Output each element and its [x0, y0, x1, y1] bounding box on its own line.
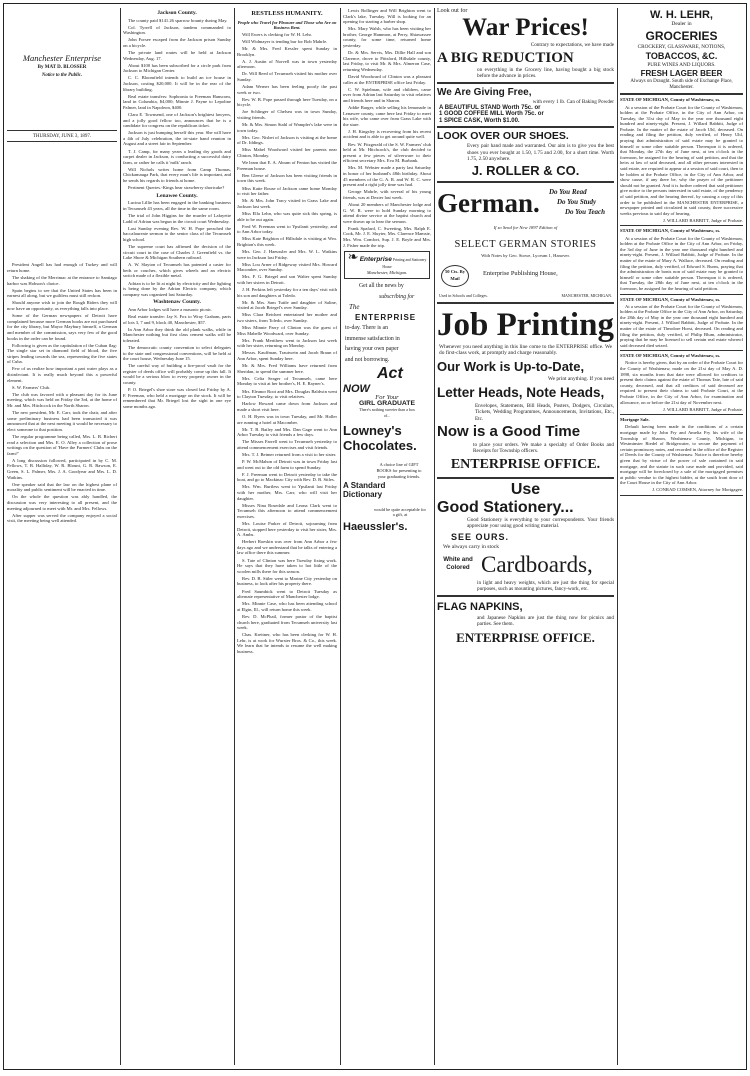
news-item: The shaking of the Merrimac at the entrance to Santiago harbor was Hobson's choice.	[7, 275, 117, 286]
judge-signature: J. WILLARD BABBITT, Judge of Probate.	[663, 217, 743, 223]
notice-fineprint-block	[7, 80, 117, 128]
cardboards-sub: in light and heavy weights, which are just the thing for special purposes, such as mounting pictures, fancy-work, etc.	[477, 579, 614, 593]
legal-notice-heading: Mortgage Sale.	[620, 417, 650, 423]
giving-free-headline: We Are Giving Free,	[437, 86, 532, 98]
personal-item: Ben Gleese of Jackson has been visiting friends in town this week.	[237, 172, 337, 184]
job-printing-sub: Whenever you need anything in this line come to the ENTERPRISE office. We do first-class work, at promptly and charge reasonably.	[439, 343, 612, 357]
personal-item: Fred W. Freeman went to Ypsilanti yesterday, and to Ann Arbor today.	[237, 223, 337, 235]
see-ours-headline: SEE OURS.	[451, 531, 510, 542]
news-item: Adrian is to be lit at night by electricity and the lighting is being done by the Adrian Electric company, which company was organized last Saturday.	[123, 280, 231, 297]
news-item: S. W. Farmers' Club.	[12, 384, 51, 390]
offer-mill: 1 GOOD COFFEE MILL Worth 75c. or	[439, 111, 544, 118]
column-4-personals	[343, 8, 431, 248]
column-6	[620, 8, 743, 1065]
personal-item: Miss Minnie Parry of Clinton was the guest of Miss Mabelle Woodward, over Sunday.	[237, 325, 337, 336]
legal-notices	[620, 97, 743, 496]
personal-item: About 20 members of Manchester lodge and G. W. R. were to hold Sunday morning to attend divine service at the baptist church and were drawn up to hear the sermon.	[343, 202, 431, 224]
personal-item: F. J. Freeman went to Detroit yesterday to take the boat, and go to Mackinac City with Rev. D. B. Stiles.	[237, 471, 337, 483]
personal-item: Joe Schlinger of Chelsea was in town Sunday, visiting friends.	[237, 109, 337, 120]
legal-notice-body: At a session of the Probate Court for the County of Washtenaw, holden at the Probate Office in the City of Ann Arbor, on Saturday, the 28th day of May in the year one thousand eight hundred and ninety-eight. Present, J. Willard Babbitt, Judge of Probate. In the matter of the estate of Theodore Horst, deceased. On reading and filing the petition, duly verified, of Philip Blum, administrator, praying that he may be licensed to sell certain real estate whereof said deceased died seized.	[620, 303, 743, 348]
job-printing-headline: Job Printing	[437, 306, 614, 343]
personal-item: J. H. Kingsley is recovering from his recent accident and is able to get around quite well.	[343, 128, 431, 140]
personal-item: Mr. & Mrs. Sam Tuttle and daughter of Saline, visited at Jacob Briegel's over Sunday.	[237, 299, 337, 311]
personal-item: Mrs. Eleanor Root and Mrs. Douglas Baldwin went to Clayton Tuesday, to visit relatives.	[237, 388, 337, 400]
personal-item: Rev. D. B. Stiler went to Marine City yesterday on business, to look after his property there.	[237, 575, 337, 587]
personal-item: Mr. & Mrs. Simon Stahl of Wampler's lake were in town today.	[237, 122, 337, 133]
good-time-sub: to place your orders. We make a specialty of Order Books and Receipts for Township officers.	[473, 441, 614, 455]
personal-item: J. H. Perkins left yesterday for a ten days' visit with his son and daughters at Toledo.	[237, 287, 337, 298]
news-item: Will Nichols writes home from Camp Thomas, Chickamauga Park, that every man's life is important, and he sends his regards to friends at home.	[123, 166, 231, 184]
use-headline: Use	[510, 480, 541, 498]
look-out-label: Look out for	[437, 8, 468, 14]
news-item: The new president, Mr. E. Carr, took the chair, and after some preliminary business had been transacted it was announced that at the next meeting it would be necessary to elect someone to that position.	[7, 410, 117, 432]
haeussler-label: Haeussler's.	[343, 520, 408, 533]
legal-notice	[620, 297, 743, 352]
news-item: Should anyone wish to join the Rough Riders they will now have an opportunity, as everything falls into place.	[7, 300, 117, 312]
personal-item: George Mahrle, with several of his young friends, was at Dexter last week.	[343, 189, 431, 200]
shoes-sub: Every pair hand made and warranted. Our aim is to give you the best shoes you ever bought at 1.50, 1.75 and 2.00, for a short time. Worth 1.75, 2.50 anywhere.	[467, 143, 614, 163]
news-item: Spain begins to see that the United States has been in earnest all along, but we guiltless must still reckon.	[7, 287, 117, 299]
read-question: Do You Read	[549, 188, 587, 197]
study-question: Do You Study	[557, 198, 597, 207]
personal-item: A. J. Austin of Norvell was in town yesterday afternoon.	[237, 58, 337, 70]
dictionary-label: Dictionary	[343, 489, 383, 499]
personal-item: Dr. & Mrs. Servis, Mrs. Dillie Hall and son Clarence, drove to Pittsford, Hillsdale county, last Friday, to visit Mr. & Mrs. Almeron Case, returning Wednesday.	[343, 50, 431, 72]
news-item: Clara E. Townsend, one of Jackson's brightest lawyers, and a jolly good fellow too, announces that he is a candidate for congress on the republican ticket.	[123, 112, 231, 129]
personal-item: Mrs. Wm. Burtless went to Ypsilanti last Friday with her mother, Mrs. Carr, who will visit her daughter.	[237, 484, 337, 501]
news-item: The careful way of building a fire-proof vault for the register of deeds office will probably come up this fall. It would be a serious blow to every property owner in the county.	[123, 363, 231, 386]
news-item: In Ann Arbor they think the old plank walks, while in Manchester nothing but first class cement walks will be tolerated.	[123, 326, 231, 343]
personal-item: Rev. D. McPhail, former pastor of the baptist church here, graduated from Tecumseh university last week.	[237, 613, 337, 631]
lager-beer-headline: FRESH LAGER BEER	[640, 69, 723, 79]
news-item: Ann Arbor lodges will have a masonic picnic.	[128, 306, 213, 312]
lehr-name: W. H. LEHR,	[650, 9, 713, 21]
personal-item: Messrs. Kauffman, Trautwein and Jacob Braun of Ann Arbor, spent Sunday here.	[237, 350, 337, 362]
personal-item: Mr. & Mrs. John Tracy visited in Grass Lake and Jackson last week.	[237, 198, 337, 209]
masthead-byline: By MAT D. BLOSSER	[37, 64, 87, 70]
column-3	[237, 8, 337, 1065]
tobaccos-headline: TOBACCOS, &C.	[645, 51, 718, 61]
crockery-line: CROCKERY, GLASSWARE, NOTIONS,	[637, 43, 726, 50]
publishing-house-name: Enterprise Publishing House,	[483, 270, 558, 278]
personal-item: We learn that E. A. Abram of Fenton has visited the Freeman house.	[237, 160, 337, 171]
big-reduction-sub: on everything in the Grocery line, having bought a big stock before the advance in prices.	[477, 66, 614, 80]
news-item: Some of the German newspapers of Detroit have complained because more German books are not purchased for the city library, but Mayor Maybury himself, a German and member of the commission, says very few of the good books in the order can be found.	[7, 313, 117, 341]
groceries-headline: GROCERIES	[645, 28, 718, 43]
dictionary-sub: would be quite acceptable for a gift, at	[374, 506, 426, 518]
news-item: The democratic county convention to select delegates to the state and congressional conventions, will be held at the court house, Wednesday June 15.	[123, 344, 231, 362]
girl-graduate-sub: There's nothing sweeter than a box of...	[359, 407, 415, 418]
price-badge: 50 Cts. By Mail	[441, 265, 469, 287]
personal-item: Chas. Kreitner, who has been clerking for W. H. Lehr, is at work for Wurster Bros. & Co., this week. We learn that he intends to resume the well making business.	[237, 632, 337, 654]
personal-item: Mrs. Minnie Case, who has been attending school at Elgin, Ill., will return home this week.	[237, 601, 337, 612]
news-item: On the whole the question was ably handled, the discussion was very interesting to all present, and the meeting adjourned to meet with Mr. and Mrs. Fellows.	[7, 494, 117, 511]
lenawee-county-heading: Lenawee County.	[156, 192, 198, 199]
news-item: Lucina Lillie has been engaged in the banking business in Tecumseh 43 years, all the time in the same room.	[123, 200, 231, 211]
personals-list	[237, 32, 337, 655]
washtenaw-county-items	[123, 307, 231, 410]
news-item: The club was favored with a pleasant day for its June meeting, which was held on Friday the 3rd, at the home of Mr. and Mrs. Hitchcock in the North Sharon.	[7, 391, 117, 409]
news-item: Jackson is just bumping herself this year. She will have a 4th of July celebration, the tri-state band reunion in August and a street fair in September.	[123, 130, 231, 147]
letter-heads-sub: Envelopes, Statements, Bill Heads, Posters, Dodgers, Circulars, Tickets, Wedding Programmes, Announcements, Invitations, Etc., Etc.	[475, 402, 614, 422]
personal-item: Harlow Howard came down from Jackson and made a short visit here.	[237, 401, 337, 412]
act-now-ad-act: Act	[377, 365, 403, 383]
personal-item: Dr. Will Reed of Tecumseh visited his mother over Sunday.	[237, 71, 337, 82]
for-your-label: For Your	[375, 394, 399, 402]
good-stationery-sub: Good Stationery is everything to your correspondents. Your friends appreciate your using good writing material.	[467, 516, 614, 530]
personal-item: C. W. Spielman, wife and children, came over from Adrian last Saturday to visit relatives and friends here and in Sharon.	[343, 86, 431, 103]
up-to-date-headline: Our Work is Up-to-Date,	[437, 359, 585, 375]
personal-item: Frank Spafard, C. Sweeting, Mrs. Ralph E. Cook, Mr. J. E. Sluyter, Mrs. Clarence Mamsie, Mrs. Wm. Comfort, Sup. J. E. Boyle and Mrs. J. Fisher made the trip.	[343, 225, 431, 248]
personal-item: Mr. & Mrs. Fred Kessler spent Sunday in Brooklyn.	[237, 45, 337, 57]
wines-line: PURE WINES AND LIQUORS.	[647, 62, 716, 68]
legal-notice-heading: STATE OF MICHIGAN, County of Washtenaw, ss.	[620, 97, 721, 103]
girl-graduate-label: GIRL GRADUATE	[358, 399, 415, 407]
enterprise-office-footer: ENTERPRISE OFFICE.	[456, 629, 595, 645]
news-item: A. W. Slayton of Tecumseh has patented a caster for beds or couches, which gives wheels and an electric switch made of a flexible metal.	[123, 262, 231, 279]
news-item: One speaker said that the law on the highest plane of morality and public sentiment will be enacted in time.	[7, 481, 117, 493]
news-item: The regular programme being called, Mrs. L. B. Richert read a selection and Mrs. E. O. Alley a collection of prose writings on the question of 'Have the Farmers' Clubs on the farm?'	[7, 434, 117, 456]
jackson-county-heading: Jackson County.	[157, 10, 197, 16]
offer-stand: A BEAUTIFUL STAND Worth 75c. or	[439, 105, 541, 112]
schools-note: Used in Schools and Colleges.	[439, 293, 488, 299]
legal-notice-heading: STATE OF MICHIGAN, County of Washtenaw, ss.	[620, 228, 721, 234]
attorney-signature: J. CONRAD COMSEN, Attorney for Mortgagee.	[652, 487, 743, 493]
news-item: Real estate transfers: Sophronia to Freeman Hanscom, land in Columbia, $4,000; Minnie J. Payne to Lepoline Palmer, land in Napoleon, $400.	[123, 93, 231, 110]
column-1-articles	[7, 262, 117, 524]
newspaper-page	[3, 3, 747, 1070]
personal-item: Mr. T. B. Bailey and Mrs. Dan Gage went to Ann Arbor Tuesday to visit friends a few days.	[237, 426, 337, 438]
gift-books-note: A choice line of GIFT BOOKS for presenting to your graduating friends.	[376, 462, 422, 479]
personal-item: David Woodward of Clinton was a pleasant caller at the ENTERPRISE office last Friday.	[343, 74, 431, 85]
jackson-county-items	[123, 18, 231, 191]
personal-item: Will Ewers is clerking for W. H. Lehr.	[242, 31, 312, 37]
column-4	[343, 8, 431, 1065]
good-time-headline: Now is a Good Time	[437, 422, 581, 440]
legal-notice-heading: STATE OF MICHIGAN, County of Washtenaw, ss.	[620, 353, 721, 359]
personal-item: Will Widmayer is tending bar for Bob Mahrle.	[242, 38, 328, 44]
washtenaw-county-heading: Washtenaw County.	[153, 299, 201, 306]
personal-item: Mrs. Louise Parker of Detroit, sojourning from Detroit, stopped here yesterday to visit her sister, Mrs. A. Ambs.	[237, 521, 337, 538]
legal-notice	[620, 228, 743, 294]
personal-item: Mr. & Mrs. Fred Williams have returned from Sheridan, to spend the summer here.	[237, 363, 337, 374]
issue-date: THURSDAY, JUNE 3, 1897.	[32, 133, 92, 139]
personal-item: Mrs. Frank Merithew went to Jackson last week with her sister, returning on Monday.	[237, 337, 337, 349]
good-stationery-headline: Good Stationery...	[437, 498, 574, 516]
personal-item: Mrs. Mary Walsh, who has been visiting her brother, George Hammon, at Perry, Shiawassee county, for some time, returned home yesterday.	[343, 26, 431, 49]
flag-napkins-sub: and Japanese Napkins are just the thing now for picnics and parties. See them.	[477, 614, 614, 628]
news-item: Few of us realize how important a part water plays as a disinfectant. It is really much beyond this a powerful element.	[7, 366, 117, 383]
personal-item: Addie Barger, while selling his lemonade in Lenawee county, came here last Friday to meet his wife, who came over from Grass Lake with the stare.	[343, 105, 431, 127]
personal-item: Miss Katie Rouse of Jackson came home Monday to visit her father.	[237, 185, 337, 197]
personal-item: Mrs. Geo. J. Haeussler and Mrs. W. L. Watkins were in Jackson last Friday.	[237, 248, 337, 260]
personal-item: O. H. Byers was in town Tuesday, and Mr. Holler are running a hotel at Macomber.	[237, 413, 337, 425]
shoes-headline: LOOK OVER OUR SHOES.	[437, 130, 569, 143]
personal-item: P. W. McMahon of Detroit was in town Friday last and went out to the old farm to spend Sunday.	[237, 459, 337, 470]
news-item: About $100 has been subscribed for a circle park from Jackson to Michigan Center.	[123, 62, 231, 74]
news-item: John Forsee escaped from the Jackson prison Sunday on a bicycle.	[123, 37, 231, 48]
news-item: President Angell has had enough of Turkey and will return home.	[7, 262, 117, 273]
masthead-title: Manchester Enterprise	[22, 53, 102, 63]
send-for-edition: If so Send for New 1897 Edition of	[493, 225, 558, 231]
personal-item: Miss Lou Arner of Ridgeway visited Mrs. Howard Macomber, over Sunday.	[237, 261, 337, 273]
enterprise-office-headline: ENTERPRISE OFFICE.	[450, 456, 601, 472]
offer-spice: 1 SPICE CASK, Worth $1.00.	[439, 117, 520, 124]
german-ad	[437, 185, 614, 225]
news-item: T. J. Camp, for many years a leading dry goods and carpet dealer in Jackson, is conducting a successful dairy farm, or rather he calls it 'milk' ranch.	[123, 148, 231, 165]
white-colored-label: White and Colored	[443, 555, 473, 571]
judge-signature: J. WILLARD BABBITT, Judge of Probate.	[663, 406, 743, 412]
personal-item: Herbert Roeskin was over from Ann Arbor a few days ago and we understand that he talks of entering a law office there this summer.	[237, 539, 337, 556]
news-item: Last Sunday evening Rev. W. H. Pope preached the baccalaureate sermon to the senior class of the Tecumseh high school.	[123, 225, 231, 242]
subscribe-ad: Get all the news by subscribing for The ENTERPRISE to-day. There is an immense satisfaction in having your own paper and not borrowing.	[345, 283, 417, 363]
personal-item: Miss Clara Reichert entertained her mother and two sisters, from Toledo, over Sunday.	[237, 312, 337, 323]
news-item: Real estate transfer: Jay S. Fox to Wray Graham, parts of lots 3, 7 and 9, block 40, Manchester, $57.	[123, 314, 231, 325]
dealer-label: Dealer in	[671, 21, 692, 27]
lowneys-label: Lowney's	[343, 423, 402, 439]
always-carry: We always carry in stock	[443, 543, 500, 550]
flag-napkins-headline: FLAG NAPKINS,	[437, 600, 523, 613]
german-headline: German.	[437, 188, 540, 219]
column-5-ads	[437, 8, 614, 1065]
personal-item: Misses Nina Rosedale and Leona Clark went to Tecumseh this afternoon to attend commencement exercises.	[237, 502, 337, 519]
roller-name: J. ROLLER & CO.	[471, 163, 580, 179]
column-2	[123, 8, 231, 1065]
news-item: Col. Tyrrell of Jackson, tandem commanded to Washington.	[123, 24, 231, 36]
legal-notice-body: At a session of the Probate Court for the County of Washtenaw, holden at the Probate Office in the City of Ann Arbor, on Friday, the 3rd day of June in the year one thousand eight hundred and ninety-eight. Present, J. Willard Babbitt, Judge of Probate. In the matter of the estate of Mary A. Wallace, deceased. On reading and filing the petition, duly verified, of Edward S. Burns, praying that the administration de bonis non of said estate may be granted to himself or some other suitable person. Thereupon it is ordered, that Tuesday, the 28th day of June next, at ten o'clock in the forenoon, be assigned for the hearing of said petition.	[620, 235, 743, 291]
chocolates-label: Chocolates.	[343, 438, 417, 454]
news-item: A long discussion followed, participated in by C. M. Fellows, T. B. Halliday, W. R. Blount, G. R. Rawson, E. Green, S. L. Palmer, Mrs. J. A. Goodyear and Mrs. L. D. Watkins.	[7, 457, 117, 480]
personal-item: Mrs. Celia Seager of Tecumseh, came here Monday to visit at her brother's, H. E. Rayner's.	[237, 375, 337, 387]
giving-free-sub: with every 1 lb. Can of Baking Powder	[532, 98, 614, 105]
big-reduction-headline: A BIG REDUCTION	[437, 49, 574, 66]
notice-heading: Notice to the Public.	[41, 73, 83, 79]
personal-item: Mrs. F. G. Briegel and son Walter spent Sunday with her sisters in Detroit.	[237, 274, 337, 285]
personal-item: Miss Mabel Woodward visited her parents near Clinton, Monday.	[237, 147, 337, 159]
personal-item: Miss Kate Brighton of Hillsdale is visiting at Wm. Brighton's this week.	[237, 236, 337, 247]
legal-notice	[620, 353, 743, 415]
news-item: Following is given as the capitulation of the Cuban flag: The single star set in diamond field of blood, the five stripes leading towards the sea, representing the five states of Cuba.	[7, 342, 117, 365]
restless-humanity-subheading: People who Travel for Pleasure and Those who Are on Business Bent.	[237, 19, 337, 31]
personal-item: Mrs. Geo. Nisbet of Jackson is visiting at the home of Dr. Iddings.	[237, 134, 337, 146]
lenawee-county-items	[123, 200, 231, 297]
news-item: The private land routes will be held at Jackson Wednesday, Aug. 17.	[123, 50, 231, 61]
german-stories-sub: With Notes by Geo. Stowe, Lyceum 1, Hanover.	[481, 252, 570, 258]
legal-notice-body: Notice is hereby given, that by an order of the Probate Court for the County of Washtenaw, made on the 21st day of May A. D. 1898, six months from that date were allowed for creditors to present their claims against the estate of Thomas Tate, late of said county, deceased, and that all creditors of said deceased are required to present their claims to said Probate Court, at the Probate Office, in the City of Ann Arbor, for examination and allowance, on or before the 21st day of November next.	[620, 360, 743, 405]
legal-notice-body: At a session of the Probate Court for the County of Washtenaw, holden at the Probate Office, in the City of Ann Arbor, on Tuesday, the 31st day of May in the year one thousand eight hundred and ninety-eight. Present, J. Willard Babbitt, Judge of Probate. In the matter of the estate of Jacob Uhl, deceased. On reading and filing the petition, duly verified, of Henry Uhl, praying that administration of said estate may be granted to himself or some other suitable person. Thereupon it is ordered, that Monday, the 27th day of June next, at ten o'clock in the forenoon, be assigned for the hearing of said petition, and that the heirs at law of said deceased, and all other persons interested in said estate, are required to appear at a session of said court, then to be holden at the Probate Office, in the City of Ann Arbor, and show cause, if any there be, why the prayer of the petitioner should not be granted. And it is further ordered that said petitioner give notice to the persons interested in said estate, of the pendency of said petition, and the hearing thereof, by causing a copy of this order to be published in the MANCHESTER ENTERPRISE, a newspaper printed and circulated in said county, three successive weeks previous to said day of hearing.	[620, 104, 743, 216]
war-prices-sub: Contrary to expectations, we have made	[530, 42, 614, 49]
personal-item: Lewis Bollinger and Will Brighton went to Clark's lake, Tuesday. Will is looking for an opening for starting a barber shop.	[343, 8, 431, 25]
legal-notice	[620, 417, 743, 496]
german-stories-headline: SELECT GERMAN STORIES	[454, 238, 597, 250]
news-item: The supreme court has affirmed the decision of the circuit court in the case of Charles J. Greenfield vs. the Lake Shore & Michigan Southern railroad.	[123, 243, 231, 261]
up-to-date-sub: We print anything. If you need	[547, 376, 614, 383]
letter-heads-headline: Letter Heads, Note Heads,	[437, 384, 605, 400]
personal-item: Mrs. T. J. Beimer returned from a visit to her sister.	[242, 451, 337, 457]
war-prices-headline: War Prices!	[462, 14, 589, 42]
personal-item: The Misses Farrell went to Tecumseh yesterday to attend commencement exercises and visit friends.	[237, 439, 337, 450]
personal-item: Rev. W. Fitzgerald of the S. W. Farmers' club held at Mr. Hitchcock's, the club decided to present a few pieces of silverware to their efficient secretary Mrs. Eva M. Burbank.	[343, 141, 431, 164]
legal-notice	[620, 97, 743, 226]
news-item: Pertinent Queries.-Kings hear strawberry shortcake?	[128, 185, 225, 191]
personal-item: Miss Ella Lehn, who was quite sick this spring, is able to be out again.	[237, 210, 337, 222]
news-item: C. C. Bloomfield intends to build an ice house in Jackson, costing $20,000. It will be in the rear of the library building.	[123, 75, 231, 92]
act-now-ad-now: NOW	[343, 383, 370, 396]
news-item: The trial of John Higgins for the murder of Lafayette Ladd of Adrian was begun in the circuit court Wednesday.	[123, 213, 231, 224]
restless-humanity-heading: RESTLESS HUMANITY.	[251, 10, 323, 17]
news-item: After supper was served the company enjoyed a social visit, the meeting being well attended.	[7, 512, 117, 524]
enterprise-house-ad: ❧ Enterprise Printing and Stationery House Manchester, Michigan.	[344, 251, 430, 279]
personal-item: Mrs. M. Webster made a party last Saturday in honor of her husband's 48th birthday. About 45 members of the G. A. R. and W. R. C. were present and a right jolly time was had.	[343, 165, 431, 188]
personal-item: Adam Werner has been feeling poorly the past week or two.	[237, 84, 337, 95]
teach-question: Do You Teach	[565, 207, 606, 216]
draught-line: Always on Draught. South side of Exchange Place, Manchester.	[630, 79, 733, 91]
news-item: The county paid $141.26 sparrow bounty during May.	[128, 17, 228, 23]
news-item: P. O. Briegel's shoe store was closed last Friday by A. F. Freeman, who held a mortgage on the stock. It will be remembered that Mr. Briegel lost the sight in one eye some months ago.	[123, 387, 231, 409]
column-1	[7, 8, 117, 1065]
cardboards-headline: Cardboards,	[481, 551, 593, 577]
legal-notice-heading: STATE OF MICHIGAN, County of Washtenaw, ss.	[620, 296, 721, 302]
standard-label: A Standard	[343, 481, 386, 491]
publishing-house-place: MANCHESTER, MICHIGAN.	[561, 293, 612, 299]
personal-item: Fred Saumbick went to Detroit Tuesday as alternate representative of Manchester lodge.	[237, 588, 337, 600]
legal-notice-body: Default having been made in the conditions of a certain mortgage made by John Fry and Amelia Fry his wife of the Township of Sharon, Washtenaw County, Michigan, to Westminster Riedel of Bridgewater, to secure the payment of certain promissory notes, and recorded in the office of the Register of Deeds for the County of Washtenaw. Notice is therefore hereby given that by virtue of the power of sale contained in said mortgage, and the statute in such case made and provided, said mortgage will be foreclosed by a sale of the mortgaged premises at public vendue to the highest bidder, at the south front door of the Court House in the City of Ann Arbor.	[620, 424, 743, 486]
personal-item: S. Tate of Clinton was here Tuesday fixing work. He says that they have taken to hot little of the woolen mills there for this season.	[237, 557, 337, 574]
personal-item: Rev. W. B. Pope passed through here Tuesday, on a bicycle.	[237, 96, 337, 108]
